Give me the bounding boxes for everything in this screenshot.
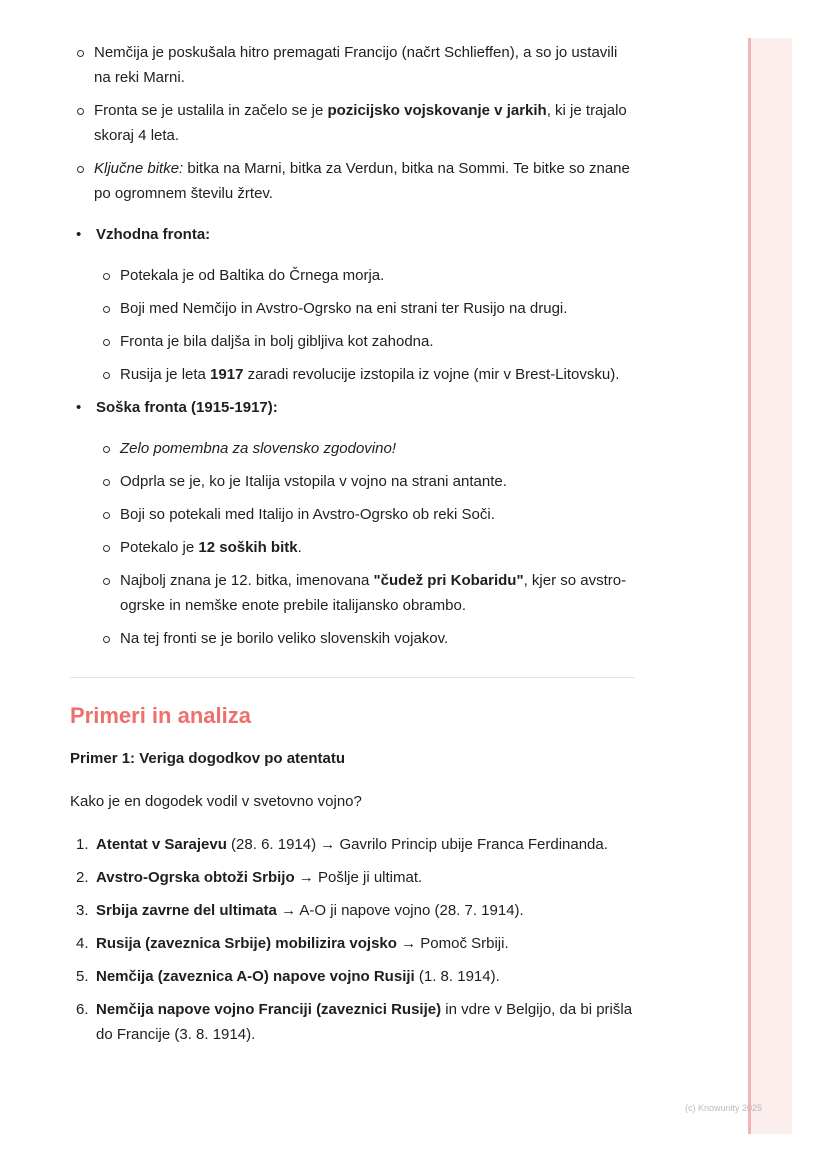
circle-bullet-icon <box>103 545 110 552</box>
margin-line <box>748 38 751 1134</box>
section-heading: Primeri in analiza <box>70 703 251 728</box>
margin-strip <box>748 38 792 1134</box>
text-run: Boji so potekali med Italijo in Avstro-Ogrsko ob reki Soči. <box>120 506 495 523</box>
list-item <box>96 436 635 461</box>
example-title: Primer 1: Veriga dogodkov po atentatu <box>70 750 346 767</box>
chain-item <box>70 964 635 989</box>
chain-item <box>70 898 635 923</box>
text-run: 12 soških bitk <box>198 539 298 556</box>
list-item <box>96 263 635 288</box>
circle-bullet-icon <box>77 166 84 173</box>
list-item <box>70 156 635 206</box>
text-run: Potekala je od Baltika do Črnega morja. <box>120 267 385 284</box>
circle-bullet-icon <box>103 339 110 346</box>
text-run: → Pošlje ji ultimat. <box>294 869 423 886</box>
circle-bullet-icon <box>103 636 110 643</box>
bullet-icon: • <box>76 226 82 243</box>
chain-item <box>70 865 635 890</box>
text-run: , kjer so avstro-ogrske in nemške enote prebile italijansko obrambo. <box>120 572 627 614</box>
list-item <box>96 296 635 321</box>
list-item <box>70 40 635 90</box>
text-run: (1. 8. 1914). <box>414 968 500 985</box>
text-run: Nemčija napove vojno Franciji (zaveznici Rusije) <box>96 1001 442 1018</box>
text-run: Rusija (zaveznica Srbije) mobilizira vojsko <box>96 935 397 952</box>
text-run: Srbija zavrne del ultimata <box>96 902 277 919</box>
example-question: Kako je en dogodek vodil v svetovno vojno? <box>70 793 362 810</box>
text-run: Nemčija (zaveznica A-O) napove vojno Rusiji <box>96 968 415 985</box>
list-item <box>96 469 635 494</box>
text-run: Atentat v Sarajevu <box>96 836 227 853</box>
item-number: 1. <box>76 836 89 853</box>
event-chain-list <box>70 832 635 1047</box>
text-run: Ključne bitke: <box>94 160 184 177</box>
text-run: pozicijsko vojskovanje v jarkih <box>327 102 547 119</box>
text-run: Fronta se je ustalila in začelo se je <box>94 102 328 119</box>
text-run: bitka na Marni, bitka za Verdun, bitka na Sommi. Te bitke so znane po ogromnem številu žrtev. <box>94 160 630 202</box>
fronts-list <box>70 222 635 651</box>
text-run: . <box>297 539 302 556</box>
item-number: 4. <box>76 935 89 952</box>
text-run: Nemčija je poskušala hitro premagati Francijo (načrt Schlieffen), a so jo ustavili na reki Marni. <box>94 44 618 86</box>
circle-bullet-icon <box>103 578 110 585</box>
text-run: 1917 <box>210 366 244 383</box>
circle-bullet-icon <box>103 273 110 280</box>
footer-copyright: (c) Knowunity 2025 <box>685 1103 763 1113</box>
circle-bullet-icon <box>103 479 110 486</box>
text-run: (28. 6. 1914) → Gavrilo Princip ubije Franca Ferdinanda. <box>226 836 608 853</box>
list-item <box>96 329 635 354</box>
item-number: 2. <box>76 869 89 886</box>
text-run: in vdre v Belgijo, da bi prišla do Francije (3. 8. 1914). <box>96 1001 633 1043</box>
text-run: "čudež pri Kobaridu" <box>373 572 524 589</box>
section-sublist <box>96 436 635 651</box>
list-item <box>96 626 635 651</box>
circle-bullet-icon <box>103 446 110 453</box>
text-run: zaradi revolucije izstopila iz vojne (mir v Brest-Litovsku). <box>243 366 620 383</box>
list-item <box>96 502 635 527</box>
item-number: 6. <box>76 1001 89 1018</box>
circle-bullet-icon <box>103 372 110 379</box>
bullet-icon: • <box>76 399 82 416</box>
chain-item <box>70 931 635 956</box>
circle-bullet-icon <box>77 50 84 57</box>
section-sublist <box>96 263 635 387</box>
item-number: 5. <box>76 968 89 985</box>
chain-item <box>70 997 635 1047</box>
list-item <box>96 535 635 560</box>
document-content <box>70 40 635 1055</box>
text-run: → A-O ji napove vojno (28. 7. 1914). <box>276 902 524 919</box>
list-item <box>96 362 635 387</box>
text-run: Avstro-Ogrska obtoži Srbijo <box>96 869 295 886</box>
section-title: Soška fronta (1915-1917): <box>96 399 278 416</box>
text-run: , ki je trajalo skoraj 4 leta. <box>94 102 627 144</box>
circle-bullet-icon <box>103 512 110 519</box>
divider <box>70 677 635 678</box>
section-item <box>70 395 635 651</box>
list-item <box>96 568 635 618</box>
text-run: Najbolj znana je 12. bitka, imenovana <box>120 572 374 589</box>
zahodna-fronta-list <box>70 40 635 206</box>
section-item <box>70 222 635 387</box>
text-run: Odprla se je, ko je Italija vstopila v vojno na strani antante. <box>120 473 507 490</box>
section-title: Vzhodna fronta: <box>96 226 211 243</box>
text-run: Boji med Nemčijo in Avstro-Ogrsko na eni strani ter Rusijo na drugi. <box>120 300 568 317</box>
text-run: Fronta je bila daljša in bolj gibljiva kot zahodna. <box>120 333 434 350</box>
circle-bullet-icon <box>103 306 110 313</box>
text-run: Na tej fronti se je borilo veliko slovenskih vojakov. <box>120 630 449 647</box>
text-run: Potekalo je <box>120 539 199 556</box>
circle-bullet-icon <box>77 108 84 115</box>
text-run: Rusija je leta <box>120 366 211 383</box>
text-run: → Pomoč Srbiji. <box>396 935 509 952</box>
list-item <box>70 98 635 148</box>
chain-item <box>70 832 635 857</box>
text-run: Zelo pomembna za slovensko zgodovino! <box>120 440 396 457</box>
item-number: 3. <box>76 902 89 919</box>
